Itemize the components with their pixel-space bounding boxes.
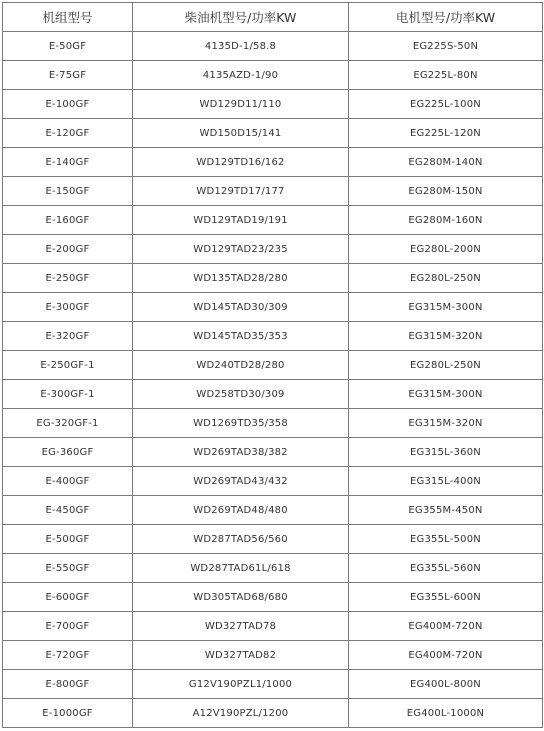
header-unit-model: 机组型号: [3, 3, 133, 32]
generator-model-cell: EG280M-160N: [349, 206, 543, 235]
unit-model-cell: E-450GF: [3, 496, 133, 525]
unit-model-cell: E-700GF: [3, 612, 133, 641]
table-row: [3, 90, 543, 119]
table-row: [3, 612, 543, 641]
unit-model-cell: E-550GF: [3, 554, 133, 583]
unit-model-cell: E-50GF: [3, 32, 133, 61]
table-row: [3, 641, 543, 670]
engine-model-cell: WD240TD28/280: [133, 351, 349, 380]
engine-model-cell: WD145TAD35/353: [133, 322, 349, 351]
generator-model-cell: EG225S-50N: [349, 32, 543, 61]
unit-model-cell: E-400GF: [3, 467, 133, 496]
engine-model-cell: WD327TAD82: [133, 641, 349, 670]
engine-model-cell: WD129TAD23/235: [133, 235, 349, 264]
generator-model-cell: EG225L-80N: [349, 61, 543, 90]
unit-model-cell: E-600GF: [3, 583, 133, 612]
table-row: [3, 119, 543, 148]
unit-model-cell: E-75GF: [3, 61, 133, 90]
unit-model-cell: E-120GF: [3, 119, 133, 148]
unit-model-cell: E-100GF: [3, 90, 133, 119]
generator-model-cell: EG280M-140N: [349, 148, 543, 177]
generator-model-cell: EG355L-560N: [349, 554, 543, 583]
engine-model-cell: WD269TAD48/480: [133, 496, 349, 525]
table-row: [3, 235, 543, 264]
engine-model-cell: WD258TD30/309: [133, 380, 349, 409]
generator-model-cell: EG280M-150N: [349, 177, 543, 206]
engine-model-cell: G12V190PZL1/1000: [133, 670, 349, 699]
unit-model-cell: E-800GF: [3, 670, 133, 699]
table-row: [3, 409, 543, 438]
generator-model-cell: EG400M-720N: [349, 612, 543, 641]
engine-model-cell: WD287TAD56/560: [133, 525, 349, 554]
unit-model-cell: E-300GF-1: [3, 380, 133, 409]
engine-model-cell: WD305TAD68/680: [133, 583, 349, 612]
header-diesel-engine-model: 柴油机型号/功率KW: [133, 3, 349, 32]
table-row: [3, 293, 543, 322]
engine-model-cell: WD129TAD19/191: [133, 206, 349, 235]
unit-model-cell: EG-360GF: [3, 438, 133, 467]
generator-model-cell: EG315L-360N: [349, 438, 543, 467]
table-header-row: [3, 3, 543, 32]
unit-model-cell: E-1000GF: [3, 699, 133, 728]
engine-model-cell: WD129TD16/162: [133, 148, 349, 177]
table-row: [3, 554, 543, 583]
engine-model-cell: WD269TAD38/382: [133, 438, 349, 467]
engine-model-cell: 4135D-1/58.8: [133, 32, 349, 61]
table-row: [3, 61, 543, 90]
engine-model-cell: WD135TAD28/280: [133, 264, 349, 293]
unit-model-cell: E-300GF: [3, 293, 133, 322]
generator-model-cell: EG315M-320N: [349, 322, 543, 351]
table-row: [3, 438, 543, 467]
table-row: [3, 177, 543, 206]
generator-model-cell: EG315L-400N: [349, 467, 543, 496]
table-row: [3, 32, 543, 61]
table-row: [3, 525, 543, 554]
engine-model-cell: WD1269TD35/358: [133, 409, 349, 438]
generator-model-cell: EG400L-1000N: [349, 699, 543, 728]
engine-model-cell: WD150D15/141: [133, 119, 349, 148]
generator-model-cell: EG315M-300N: [349, 380, 543, 409]
unit-model-cell: E-150GF: [3, 177, 133, 206]
table-row: [3, 699, 543, 728]
table-row: [3, 264, 543, 293]
engine-model-cell: WD287TAD61L/618: [133, 554, 349, 583]
generator-spec-table: [2, 2, 543, 728]
table-row: [3, 322, 543, 351]
table-row: [3, 351, 543, 380]
engine-model-cell: A12V190PZL/1200: [133, 699, 349, 728]
table-row: [3, 380, 543, 409]
generator-model-cell: EG225L-120N: [349, 119, 543, 148]
unit-model-cell: E-200GF: [3, 235, 133, 264]
generator-model-cell: EG355L-500N: [349, 525, 543, 554]
unit-model-cell: E-500GF: [3, 525, 133, 554]
engine-model-cell: 4135AZD-1/90: [133, 61, 349, 90]
table-body: [3, 32, 543, 728]
unit-model-cell: E-320GF: [3, 322, 133, 351]
generator-model-cell: EG280L-200N: [349, 235, 543, 264]
engine-model-cell: WD129TD17/177: [133, 177, 349, 206]
generator-model-cell: EG315M-300N: [349, 293, 543, 322]
generator-model-cell: EG280L-250N: [349, 351, 543, 380]
table-row: [3, 467, 543, 496]
table-row: [3, 206, 543, 235]
table-row: [3, 583, 543, 612]
generator-model-cell: EG400M-720N: [349, 641, 543, 670]
unit-model-cell: E-250GF: [3, 264, 133, 293]
table-row: [3, 670, 543, 699]
unit-model-cell: E-140GF: [3, 148, 133, 177]
generator-model-cell: EG280L-250N: [349, 264, 543, 293]
header-generator-model: 电机型号/功率KW: [349, 3, 543, 32]
unit-model-cell: E-160GF: [3, 206, 133, 235]
generator-model-cell: EG400L-800N: [349, 670, 543, 699]
unit-model-cell: EG-320GF-1: [3, 409, 133, 438]
engine-model-cell: WD269TAD43/432: [133, 467, 349, 496]
table-row: [3, 148, 543, 177]
engine-model-cell: WD129D11/110: [133, 90, 349, 119]
engine-model-cell: WD145TAD30/309: [133, 293, 349, 322]
generator-model-cell: EG225L-100N: [349, 90, 543, 119]
unit-model-cell: E-250GF-1: [3, 351, 133, 380]
generator-model-cell: EG355L-600N: [349, 583, 543, 612]
unit-model-cell: E-720GF: [3, 641, 133, 670]
generator-model-cell: EG355M-450N: [349, 496, 543, 525]
table-row: [3, 496, 543, 525]
engine-model-cell: WD327TAD78: [133, 612, 349, 641]
generator-model-cell: EG315M-320N: [349, 409, 543, 438]
